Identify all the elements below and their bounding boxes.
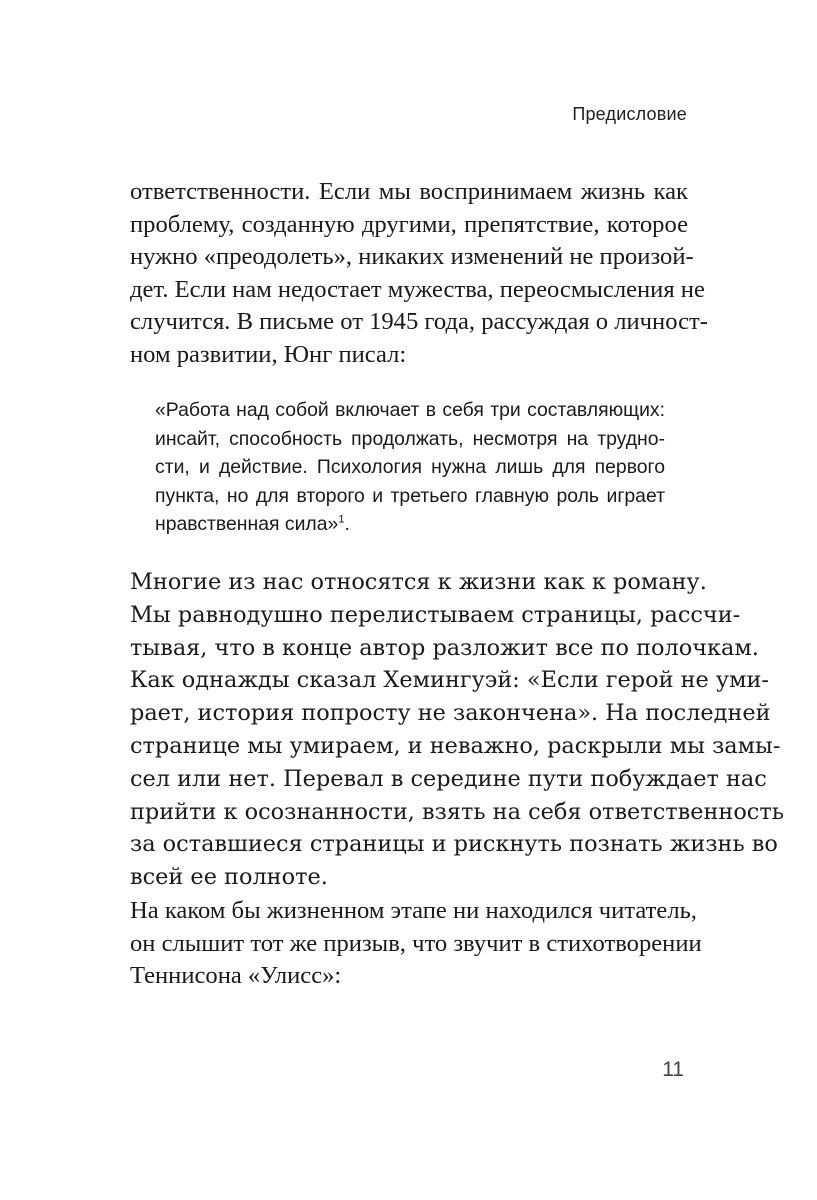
running-head: Предисловие [572,104,687,124]
footnote-reference[interactable]: 1 [338,513,345,526]
quote-last-punct: . [344,513,350,536]
page-number: 11 [662,1058,684,1081]
quote-line: инсайт, способность продолжать, несмотря на трудно- [155,427,665,450]
quote-line: сти, и действие. Психология нужна лишь для первого [155,456,665,479]
text-line: он слышит тот же призыв, что звучит в стихотворении [130,929,702,957]
paragraph-3 [130,895,702,993]
quote-last-text: нравственная сила» [155,513,339,536]
text-line: за оставшиеся страницы и рискнуть познать жизнь во [130,831,778,858]
text-line: всей ее полноте. [130,864,328,891]
block-quote [155,396,665,539]
text-line: Многие из нас относятся к жизни как к роману. [130,569,707,595]
text-line: Мы равнодушно перелистываем страницы, рассчи- [130,601,741,628]
text-line: прийти к осознанности, взять на себя ответственность [130,798,784,825]
quote-line: «Работа над собой включает в себя три составляющих: [155,399,665,421]
text-line: Теннисона «Улисс»: [130,962,342,990]
text-line: тывая, что в конце автор разложит все по полочкам. [130,634,759,661]
text-line: ответственности. Если мы воспринимаем жизнь как [130,178,688,205]
text-line: ном развитии, Юнг писал: [130,340,407,368]
text-line: случится. В письме от 1945 года, рассуждая о личност- [130,308,708,336]
text-line: проблему, созданную другими, препятствие, которое [130,210,688,238]
text-line: нужно «преодолеть», никаких изменений не произой- [130,243,694,271]
text-line: сел или нет. Перевал в середине пути побуждает нас [130,765,767,792]
quote-line: пункта, но для второго и третьего главную роль играет [155,484,665,507]
text-line: На каком бы жизненном этапе ни находился читатель, [130,897,697,924]
quote-line-last [155,510,665,539]
text-line: дет. Если нам недостает мужества, переосмысления не [130,275,705,303]
text-line: Как однажды сказал Хемингуэй: «Если герой не уми- [130,667,769,694]
paragraph-2 [130,566,784,894]
text-line: странице мы умираем, и неважно, раскрыли мы замы- [130,732,781,759]
paragraph-1 [130,176,708,372]
text-line: рает, история попросту не закончена». На последней [130,700,771,727]
